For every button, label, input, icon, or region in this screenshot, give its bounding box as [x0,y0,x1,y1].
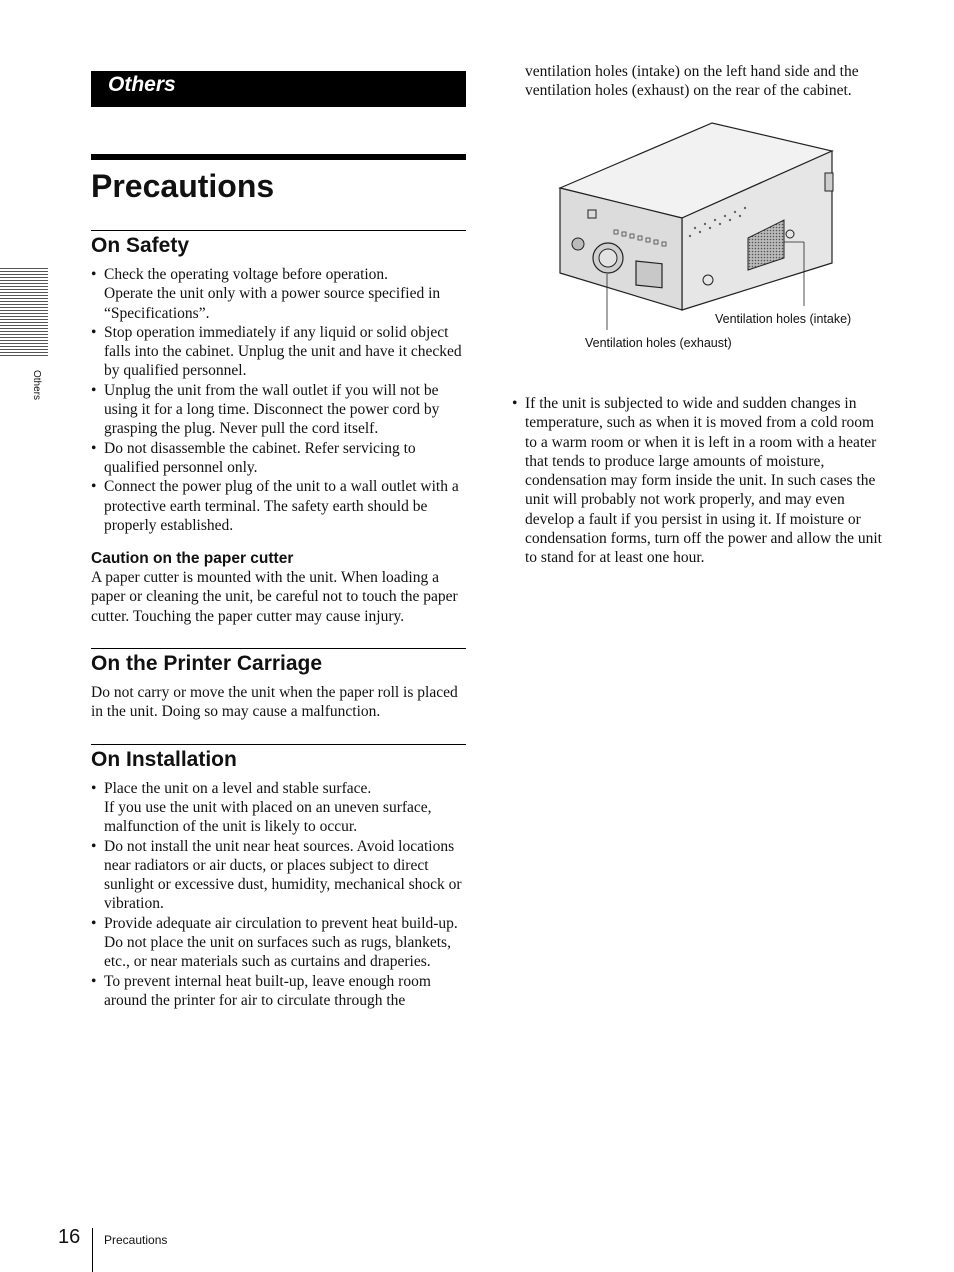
caution-text: A paper cutter is mounted with the unit. When loading a paper or cleaning the unit, be careful not to touch the paper cutter. Touching the paper cutter may cause injury. [91,569,458,625]
callout-exhaust: Ventilation holes (exhaust) [585,336,732,350]
bullet-text: Check the operating voltage before operation. [104,266,389,283]
footer-label: Precautions [104,1233,168,1247]
bullet-subtext: If you use the unit with placed on an uneven surface, malfunction of the unit is likely to occur. [104,798,432,836]
page-number: 16 [58,1226,81,1248]
page-title: Precautions [91,168,275,204]
carriage-heading-text: On the Printer Carriage [91,652,323,676]
bullet-subtext: Operate the unit only with a power source specified in “Specifications”. [104,285,441,322]
side-tab-label-box [30,370,44,430]
side-tab-label: Others [31,370,42,401]
side-index-tab [0,268,48,358]
caution-heading: Caution on the paper cutter [91,550,294,568]
list-item: • Stop operation immediately if any liquid or solid object falls into the cabinet. Unplug the unit and have it checked by qualified personnel. [91,323,466,381]
list-item: • Do not disassemble the cabinet. Refer servicing to qualified personnel only. [91,439,466,478]
on-safety-list [91,265,466,535]
list-item: • Unplug the unit from the wall outlet if you will not be using it for a long time. Disconnect the power cord by grasping the plug. Never pull the cord itself. [91,381,466,439]
list-item: • Do not install the unit near heat sources. Avoid locations near radiators or air ducts, or places subject to direct sunlight or excessive dust, humidity, mechanical shock or vibration. [91,837,466,914]
condensation-section [512,394,887,568]
section-header: Others [91,71,466,107]
list-item: • Connect the power plug of the unit to a wall outlet with a protective earth terminal. The safety earth should be properly established. [91,477,466,535]
list-item: • If the unit is subjected to wide and sudden changes in temperature, such as when it is moved from a cold room to a warm room or when it is left in a room with a heater that tends to produce large amounts of moisture, condensation may form inside the unit. In such cases the unit will probably not work properly, and may even develop a fault if you persist in using it. If moisture or condensation forms, turn off the power and allow the unit to stand for at least one hour. [512,394,887,568]
condensation-list [512,394,887,568]
on-safety-heading-text: On Safety [91,234,190,257]
carriage-heading [91,648,466,677]
on-safety-heading [91,230,466,259]
list-item [91,779,466,837]
installation-list [91,779,466,1011]
right-column [512,62,887,101]
callout-intake: Ventilation holes (intake) [715,312,852,326]
list-item [91,265,466,323]
carriage-text: Do not carry or move the unit when the paper roll is placed in the unit. Doing so may cause a malfunction. [91,684,458,721]
installation-heading-text: On Installation [91,747,237,771]
left-column [91,71,466,1010]
list-item: • To prevent internal heat built-up, leave enough room around the printer for air to circulate through the [91,972,466,1011]
title-rule [91,154,466,160]
bullet-text: Place the unit on a level and stable surface. [104,779,372,797]
installation-heading [91,744,466,773]
list-item: • Provide adequate air circulation to prevent heat build-up. Do not place the unit on surfaces such as rugs, blankets, etc., or near materials such as curtains and draperies. [91,914,466,972]
installation-continuation: ventilation holes (intake) on the left hand side and the ventilation holes (exhaust) on the rear of the cabinet. [525,63,859,100]
footer-divider [92,1228,93,1272]
